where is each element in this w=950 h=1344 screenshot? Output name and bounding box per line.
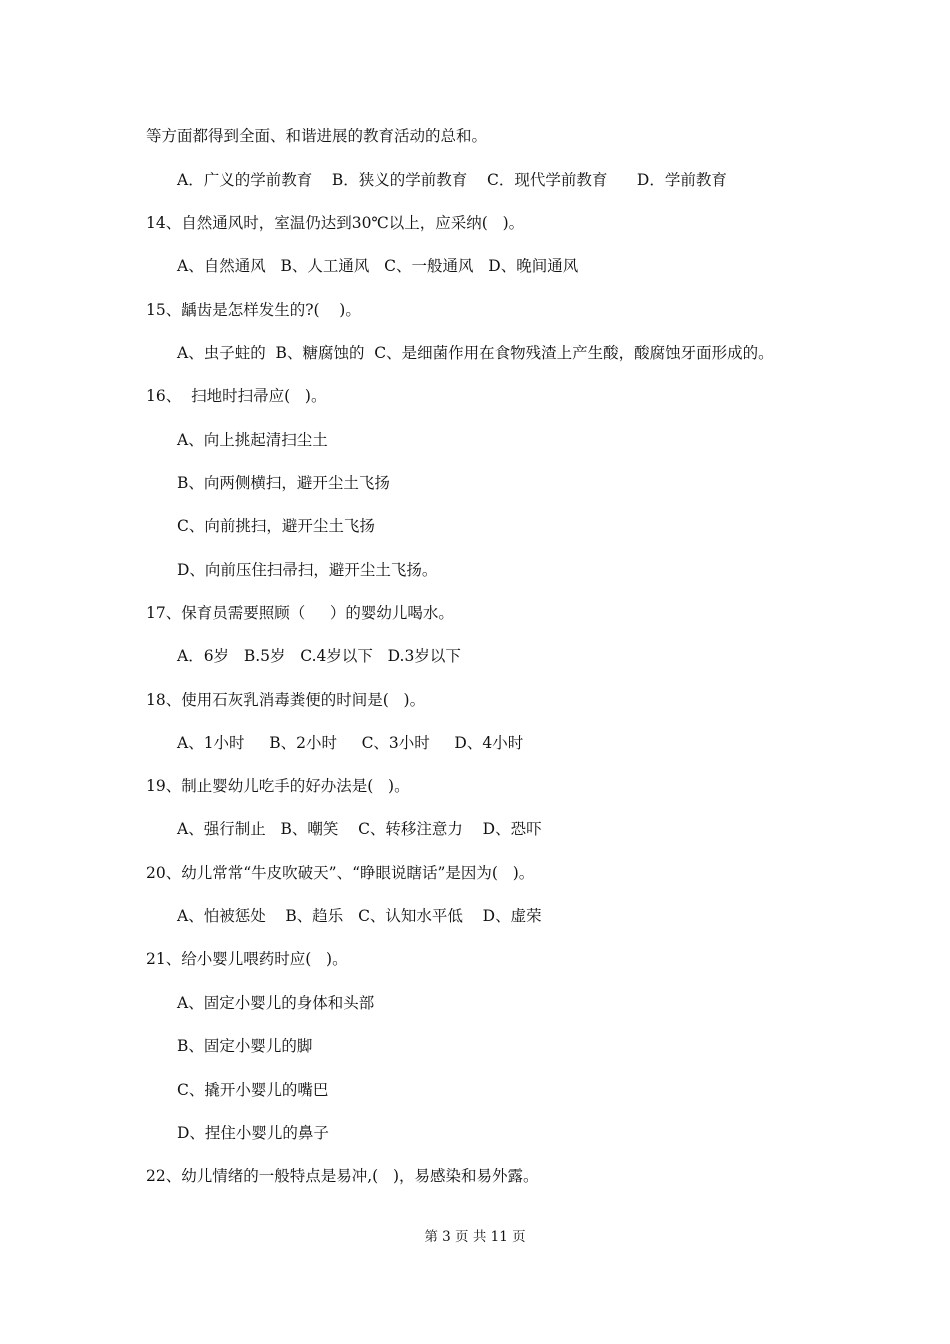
question-17: 17、保育员需要照顾（ ）的婴幼儿喝水。 [146,604,454,622]
options-q20: A、怕被惩处 B、趋乐 C、认知水平低 D、虚荣 [177,907,542,925]
option-q21-b: B、固定小婴儿的脚 [177,1037,313,1055]
question-16: 16、 扫地时扫帚应( )。 [146,387,327,405]
question-14: 14、自然通风时，室温仍达到30℃以上，应采纳( )。 [146,214,525,232]
option-q21-d: D、捏住小婴儿的鼻子 [177,1124,329,1142]
question-20: 20、幼儿常常“牛皮吹破天”、“睁眼说瞎话”是因为( )。 [146,864,535,882]
options-q15: A、虫子蛀的 B、糖腐蚀的 C、是细菌作用在食物残渣上产生酸，酸腐蚀牙面形成的。 [177,344,774,362]
option-q21-a: A、固定小婴儿的身体和头部 [177,994,375,1012]
question-18: 18、使用石灰乳消毒粪便的时间是( )。 [146,691,426,709]
text-line-continuation: 等方面都得到全面、和谐进展的教育活动的总和。 [146,127,488,145]
option-q21-c: C、撬开小婴儿的嘴巴 [177,1081,329,1099]
options-q14: A、自然通风 B、人工通风 C、一般通风 D、晚间通风 [177,257,579,275]
question-22: 22、幼儿情绪的一般特点是易冲,( )，易感染和易外露。 [146,1167,539,1185]
options-q13: A．广义的学前教育 B．狭义的学前教育 C．现代学前教育 D．学前教育 [177,171,727,189]
option-q16-c: C、向前挑扫，避开尘土飞扬 [177,517,375,535]
options-q19: A、强行制止 B、嘲笑 C、转移注意力 D、恐吓 [177,820,542,838]
question-21: 21、给小婴儿喂药时应( )。 [146,950,348,968]
option-q16-b: B、向两侧横扫，避开尘土飞扬 [177,474,390,492]
options-q17: A．6岁 B.5岁 C.4岁以下 D.3岁以下 [177,647,461,665]
options-q18: A、1小时 B、2小时 C、3小时 D、4小时 [177,734,524,752]
page-number-footer: 第 3 页 共 11 页 [424,1229,526,1245]
question-15: 15、龋齿是怎样发生的?( )。 [146,301,361,319]
option-q16-a: A、向上挑起清扫尘土 [177,431,328,449]
option-q16-d: D、向前压住扫帚扫，避开尘土飞扬。 [177,561,438,579]
question-19: 19、制止婴幼儿吃手的好办法是( )。 [146,777,410,795]
